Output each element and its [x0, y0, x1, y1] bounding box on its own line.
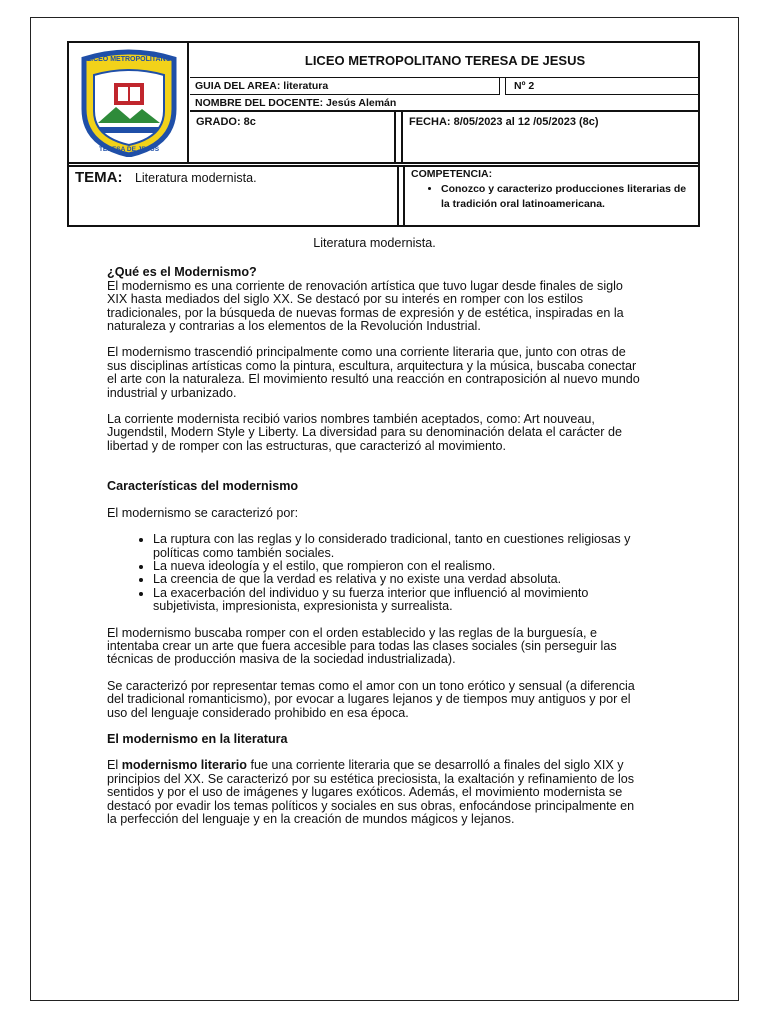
paragraph-6: Se caracterizó por representar temas como el amor con un tono erótico y sensual (a diferencia del tradicional romanticismo), por evocar a lugares lejanos y de tiempos muy antiguos y por el uso del lenguaje considerado prohibido en esa época. [107, 678, 635, 720]
tema-label: TEMA: [75, 169, 123, 186]
date-field: FECHA: 8/05/2023 al 12 /05/2023 (8c) [401, 112, 700, 163]
logo-bottom-text: TERESA DE JESUS [98, 146, 160, 153]
header-table [67, 41, 700, 227]
list-item: • La exacerbación del individuo y su fuerza interior que influenció al movimiento subjetivista, impresionista, expresionista y surrealista. [153, 587, 642, 614]
header-divider [69, 162, 698, 164]
area-field: GUIA DEL AREA: literatura [190, 78, 500, 95]
tema-value: Literatura modernista. [134, 171, 257, 185]
paragraph-2: El modernismo trascendió principalmente como una corriente literaria que, junto con otras de sus disciplinas artísticas como la pintura, escultura, arquitectura y la música, buscaba conectar el arte con la naturaleza. El movimiento resultó una reacción en contraposición al nuevo mundo industrial y urbanizado. [107, 345, 640, 400]
list-item: • La ruptura con las reglas y lo considerado tradicional, tanto en cuestiones religiosas y políticas como también sociales. [153, 533, 642, 560]
tema-cell [69, 167, 399, 225]
guide-number: Nº 2 [505, 78, 700, 95]
logo-top-text: LICEO METROPOLITANO [86, 56, 172, 63]
list-item: • La nueva ideología y el estilo, que rompieron con el realismo. [153, 560, 642, 573]
characteristics-list [107, 533, 642, 613]
list-item: • La creencia de que la verdad es relativa y no existe una verdad absoluta. [153, 573, 642, 586]
competencia-label: COMPETENCIA: [411, 168, 493, 180]
paragraph-3: La corriente modernista recibió varios nombres también aceptados, como: Art nouveau, Jugendstil, Modern Style y Liberty. La diversidad para su denominación delata el carácter de libertad y de romper con las estructuras, que caracterizó al movimiento. [107, 412, 623, 453]
school-name: LICEO METROPOLITANO TERESA DE JESUS [190, 43, 700, 78]
logo-cell [69, 43, 189, 162]
paragraph-1: El modernismo es una corriente de renovación artística que tuvo lugar desde finales de siglo XIX hasta mediados del siglo XX. Se destacó por su interés en romper con los estilos tradicionales, por la búsqueda de nuevas formas de expresión y de estética, inspiradas en la naturaleza y contrarias a los elementos de la Revolución Industrial. [107, 278, 624, 334]
p7-prefix: El [107, 758, 122, 773]
competencia-cell [403, 167, 698, 225]
competencia-item: • Conozco y caracterizo producciones literarias de la tradición oral latinoamericana. [441, 182, 692, 212]
section-heading-literatura: El modernismo en la literatura [107, 731, 288, 746]
paragraph-5: El modernismo buscaba romper con el orden establecido y las reglas de la burguesía, e intentaba crear un arte que fuera accesible para todas las clases sociales (sin perseguir las técnicas de producción masiva de la sociedad industrializada). [107, 625, 617, 667]
paragraph-4: El modernismo se caracterizó por: [107, 505, 299, 520]
teacher-field: NOMBRE DEL DOCENTE: Jesús Alemán [190, 95, 700, 112]
document-title: Literatura modernista. [313, 236, 436, 250]
paragraph-7 [107, 759, 642, 826]
p7-rest: fue una corriente literaria que se desarrolló a finales del siglo XIX y principios del XX. Se caracterizó por su estética preciosista, la exaltación y refinamiento de los sentidos y por el uso de imágenes y lugares exóticos. Además, el movimiento modernista se destacó por evadir los temas políticos y sociales en sus obras, enfocándose principalmente en la perfección del lenguaje y en la creación de mundos mágicos y lejanos. [107, 758, 635, 826]
document-body [107, 237, 642, 826]
grade-field: GRADO: 8c [190, 112, 396, 163]
competencia-list [411, 182, 692, 212]
question-heading: ¿Qué es el Modernismo? [107, 265, 257, 280]
section-heading-caracteristicas: Características del modernismo [107, 479, 299, 494]
school-crest-logo [78, 49, 180, 157]
p7-bold-term: modernismo literario [121, 758, 247, 773]
